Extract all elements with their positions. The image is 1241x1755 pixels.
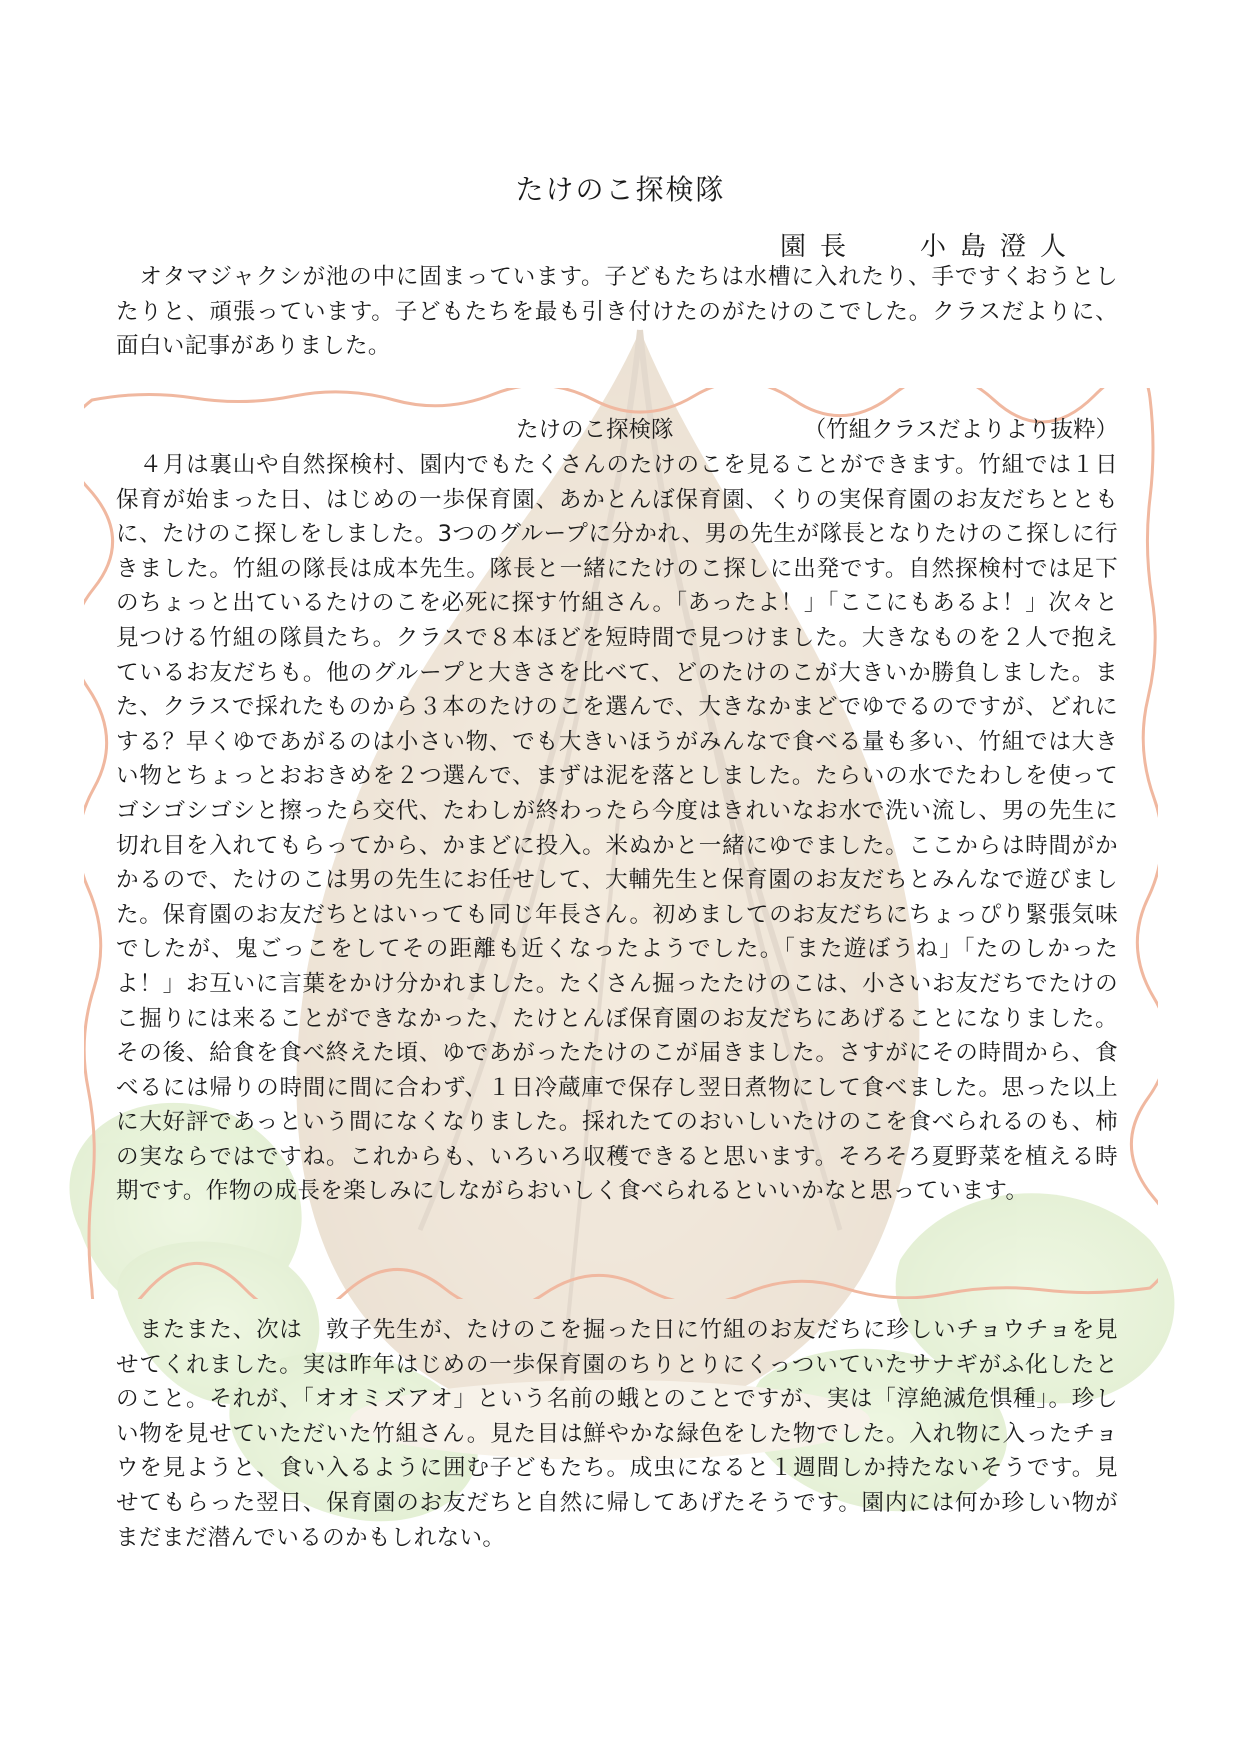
author-name: 小島澄人 [920, 232, 1081, 262]
quote-box-source: （竹組クラスだよりより抜粋） [803, 417, 1118, 443]
page-title: たけのこ探検隊 [515, 173, 726, 206]
intro-paragraph: オタマジャクシが池の中に固まっています。子どもたちは水槽に入れたり、手ですくおうとしたりと、頑張っています。子どもたちを最も引き付けたのがたけのこでした。クラスだよりに、面白い記事がありました。 [116, 264, 1118, 360]
quote-box-title: たけのこ探検隊 [516, 417, 674, 443]
author-line [780, 226, 1080, 263]
quote-box-header [116, 412, 1118, 448]
author-role: 園長 [780, 232, 861, 262]
outro-paragraph: またまた、次は 敦子先生が、たけのこを掘った日に竹組のお友だちに珍しいチョウチョを見せてくれました。実は昨年はじめの一歩保育園のちりとりにくっついていたサナギがふ化したとのこと。それが、「オオミズアオ」という名前の蛾とのことですが、実は「淳絶滅危惧種」。珍しい物を見せていただいた竹組さん。見た目は鮮やかな緑色をした物でした。入れ物に入ったチョウを見ようと、食い入るように囲む子どもたち。成虫になると１週間しか持たないそうです。見せてもらった翌日、保育園のお友だちと自然に帰してあげたそうです。園内には何か珍しい物がまだまだ潜んでいるのかもしれない。 [116, 1317, 1118, 1551]
quote-box-body: ４月は裏山や自然探検村、園内でもたくさんのたけのこを見ることができます。竹組では１日保育が始まった日、はじめの一歩保育園、あかとんぼ保育園、くりの実保育園のお友だちとともに、たけのこ探しをしました。3つのグループに分かれ、男の先生が隊長となりたけのこ探しに行きました。竹組の隊長は成本先生。隊長と一緒にたけのこ探しに出発です。自然探検村では足下のちょっと出ているたけのこを必死に探す竹組さん。「あったよ！」「ここにもあるよ！」次々と見つける竹組の隊員たち。クラスで８本ほどを短時間で見つけました。大きなものを２人で抱えているお友だちも。他のグループと大きさを比べて、どのたけのこが大きいか勝負しました。また、クラスで採れたものから３本のたけのこを選んで、大きなかまどでゆでるのですが、どれにする？早くゆであがるのは小さい物、でも大きいほうがみんなで食べる量も多い、竹組では大きい物とちょっとおおきめを２つ選んで、まずは泥を落としました。たらいの水でたわしを使ってゴシゴシゴシと擦ったら交代、たわしが終わったら今度はきれいなお水で洗い流し、男の先生に切れ目を入れてもらってから、かまどに投入。米ぬかと一緒にゆでました。ここからは時間がかかるので、たけのこは男の先生にお任せして、大輔先生と保育園のお友だちとみんなで遊びました。保育園のお友だちとはいっても同じ年長さん。初めましてのお友だちにちょっぴり緊張気味でしたが、鬼ごっこをしてその距離も近くなったようでした。「また遊ぼうね」「たのしかったよ！」お互いに言葉をかけ分かれました。たくさん掘ったたけのこは、小さいお友だちでたけのこ掘りには来ることができなかった、たけとんぼ保育園のお友だちにあげることになりました。その後、給食を食べ終えた頃、ゆであがったたけのこが届きました。さすがにその時間から、食べるには帰りの時間に間に合わず、１日冷蔵庫で保存し翌日煮物にして食べました。思った以上に大好評であっという間になくなりました。採れたてのおいしいたけのこを食べられるのも、柿の実ならではですね。これからも、いろいろ収穫できると思います。そろそろ夏野菜を植える時期です。作物の成長を楽しみにしながらおいしく食べられるといいかなと思っています。 [116, 452, 1118, 1205]
